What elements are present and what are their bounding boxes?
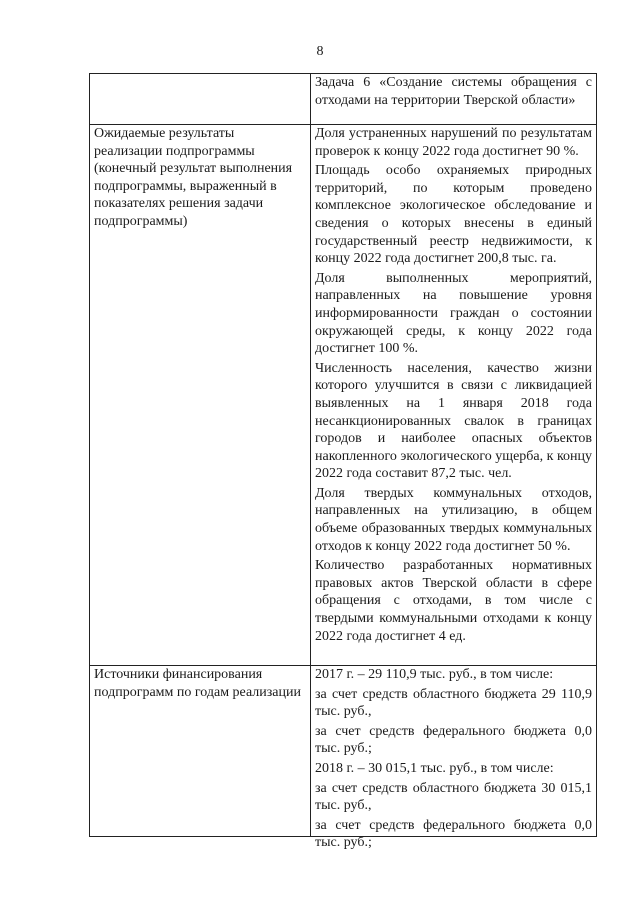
finance-line: за счет средств областного бюджета 30 015,1 тыс. руб., — [315, 780, 592, 814]
result-paragraph: Доля устраненных нарушений по результатам проверок к концу 2022 года достигнет 90 %. — [315, 126, 592, 159]
finance-line: 2017 г. – 29 110,9 тыс. руб., в том числе: — [315, 667, 554, 682]
results-row-label: Ожидаемые результаты реализации подпрограммы (конечный результат выполнения подпрограммы, выраженный в показателях решения задачи подпрограммы) — [90, 125, 311, 666]
finance-row-label: Источники финансирования подпрограмм по годам реализации — [90, 666, 311, 837]
results-row — [90, 125, 597, 666]
page-number: 8 — [316, 44, 324, 59]
result-paragraph: Количество разработанных нормативных правовых актов Тверской области в сфере обращения с отходами, в том числе с твердыми коммунальными отходами к концу 2022 года достигнет 4 ед. — [315, 558, 592, 644]
finance-line: за счет средств федерального бюджета 0,0 тыс. руб.; — [315, 817, 592, 851]
finance-row — [90, 666, 597, 837]
finance-line: за счет средств федерального бюджета 0,0 тыс. руб.; — [315, 723, 592, 757]
result-paragraph: Площадь особо охраняемых природных территорий, по которым проведено комплексное экологическое обследование и сведения о которых внесены в единый государственный реестр недвижимости, к концу 2022 года достигнет 200,8 тыс. га. — [315, 163, 592, 267]
finance-line: за счет средств областного бюджета 29 110,9 тыс. руб., — [315, 686, 592, 720]
task-row — [90, 74, 597, 125]
task-row-label — [90, 74, 311, 125]
result-paragraph: Доля твердых коммунальных отходов, направленных на утилизацию, в общем объеме образованных твердых коммунальных отходов к концу 2022 года достигнет 50 %. — [315, 485, 592, 554]
result-paragraph: Доля выполненных мероприятий, направленных на повышение уровня информированности граждан о состоянии окружающей среды, к концу 2022 года достигнет 100 %. — [315, 270, 592, 357]
finance-row-content — [311, 666, 597, 851]
task-title: Задача 6 «Создание системы обращения с отходами на территории Тверской области» — [311, 74, 597, 125]
passport-table — [89, 73, 597, 851]
results-row-content — [311, 125, 597, 666]
result-paragraph: Численность населения, качество жизни которого улучшится в связи с ликвидацией выявленных на 1 января 2018 года несанкционированных свалок в границах городов и наиболее опасных объектов накопленного экологического ущерба, к концу 2022 года составит 87,2 тыс. чел. — [315, 360, 593, 482]
finance-line: 2018 г. – 30 015,1 тыс. руб., в том числе: — [315, 760, 554, 776]
